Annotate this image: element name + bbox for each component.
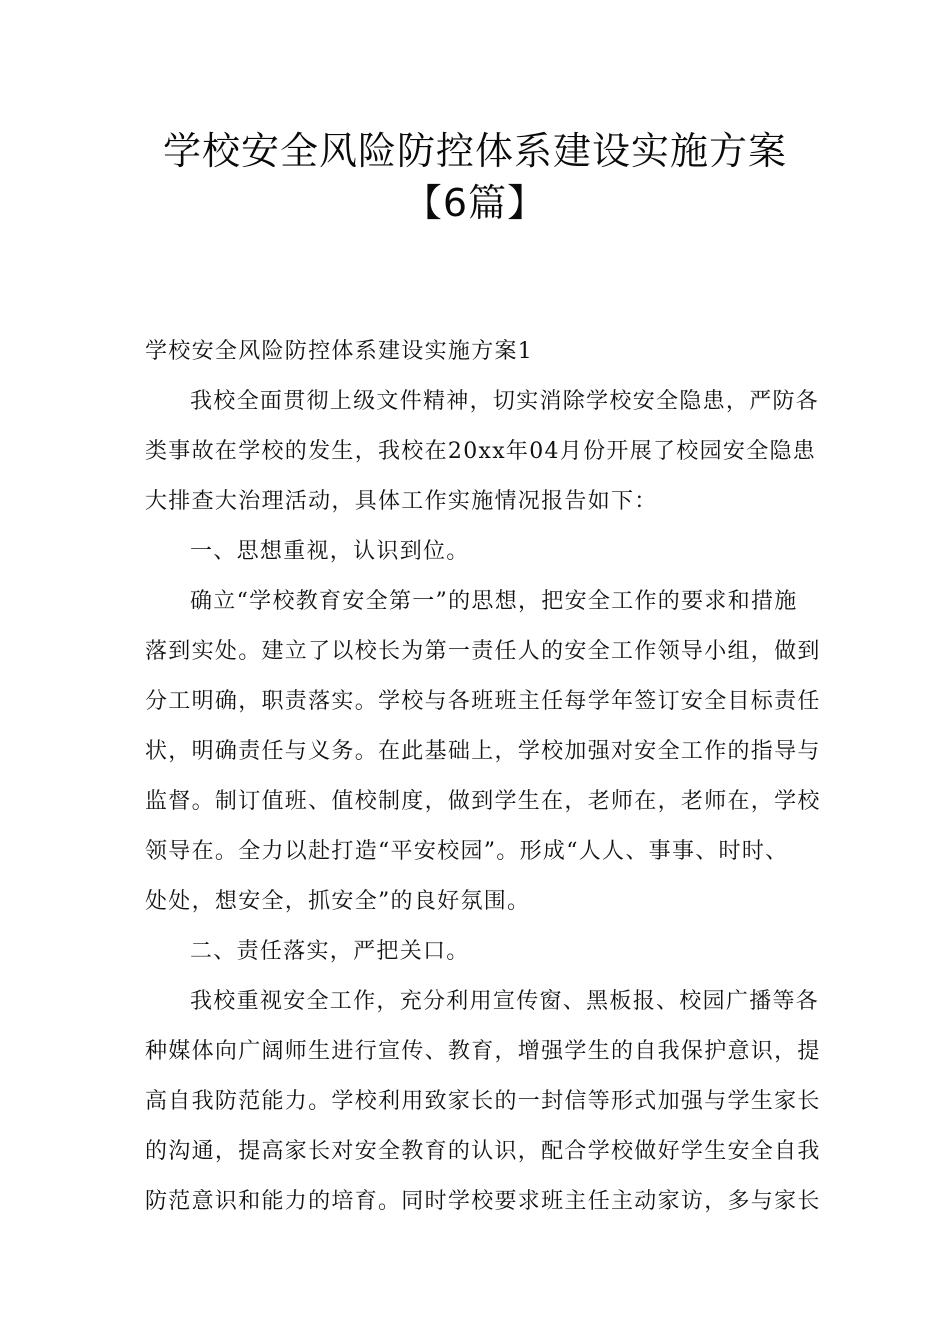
paragraph-line: 高自我防范能力。学校利用致家长的一封信等形式加强与学生家长	[145, 1089, 821, 1114]
subsection-heading: 二、责任落实，严把关口。	[190, 939, 470, 964]
paragraph-line: 确立“学校教育安全第一”的思想，把安全工作的要求和措施	[190, 589, 798, 614]
document-title-suffix: 【6篇】	[403, 181, 547, 225]
subsection-heading: 一、思想重视，认识到位。	[190, 539, 470, 564]
section-heading: 学校安全风险防控体系建设实施方案1	[145, 339, 534, 364]
document-title: 学校安全风险防控体系建设实施方案	[162, 129, 787, 173]
paragraph-line: 防范意识和能力的培育。同时学校要求班主任主动家访，多与家长	[145, 1189, 821, 1214]
paragraph-line: 分工明确，职责落实。学校与各班班主任每学年签订安全目标责任	[145, 689, 821, 714]
paragraph-line: 大排查大治理活动，具体工作实施情况报告如下：	[145, 489, 658, 514]
paragraph-line: 处处，想安全，抓安全”的良好氛围。	[145, 889, 531, 914]
paragraph-line: 种媒体向广阔师生进行宣传、教育，增强学生的自我保护意识，提	[145, 1039, 821, 1064]
paragraph-line: 状，明确责任与义务。在此基础上，学校加强对安全工作的指导与	[145, 739, 821, 764]
paragraph-line: 监督。制订值班、值校制度，做到学生在，老师在，老师在，学校	[145, 789, 821, 814]
paragraph-line: 领导在。全力以赴打造“平安校园”。形成“人人、事事、时时、	[145, 839, 789, 864]
paragraph-line: 落到实处。建立了以校长为第一责任人的安全工作领导小组，做到	[145, 639, 821, 664]
paragraph-line: 类事故在学校的发生，我校在20xx年04月份开展了校园安全隐患	[145, 439, 817, 464]
paragraph-line: 我校全面贯彻上级文件精神，切实消除学校安全隐患，严防各	[190, 389, 820, 414]
paragraph-line: 我校重视安全工作，充分利用宣传窗、黑板报、校园广播等各	[190, 989, 820, 1014]
paragraph-line: 的沟通，提高家长对安全教育的认识，配合学校做好学生安全自我	[145, 1139, 821, 1164]
